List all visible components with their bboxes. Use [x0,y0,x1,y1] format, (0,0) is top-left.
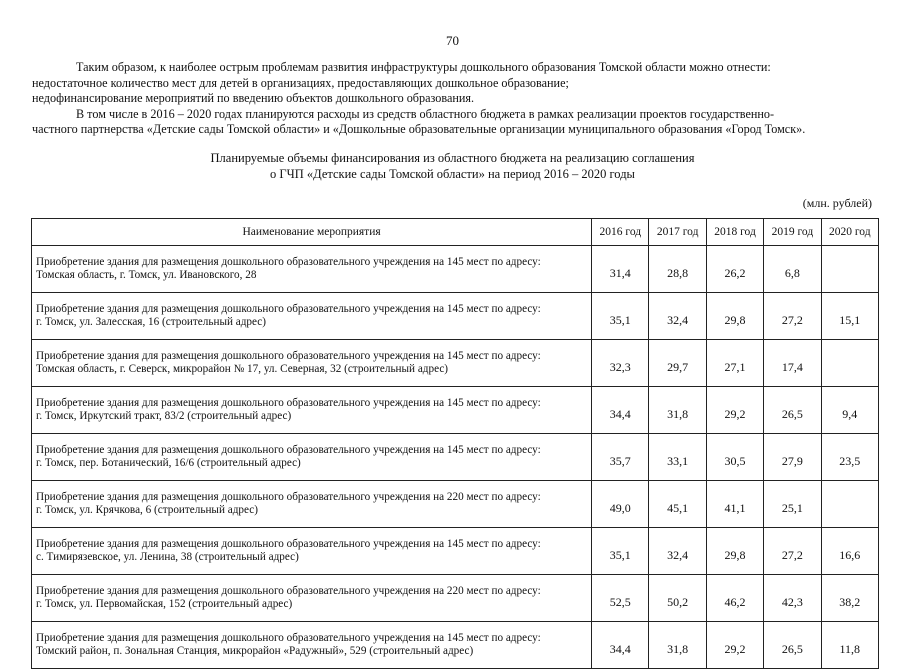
amount-cell: 35,1 [592,528,649,575]
amount-cell [821,246,878,293]
amount-cell [821,481,878,528]
amount-cell: 32,3 [592,340,649,387]
amount-cell: 31,8 [649,387,706,434]
amount-cell: 32,4 [649,293,706,340]
amount-cell: 34,4 [592,387,649,434]
table-header-row [32,219,879,246]
event-name-line: г. Томск, ул. Залесская, 16 (строительный адрес) [36,316,266,328]
amount-cell: 45,1 [649,481,706,528]
amount-cell: 31,4 [592,246,649,293]
amount-cell: 27,2 [764,528,821,575]
amount-cell: 52,5 [592,575,649,622]
column-header: Наименование мероприятия [32,219,592,246]
amount-cell: 33,1 [649,434,706,481]
event-name-line: г. Томск, ул. Крячкова, 6 (строительный адрес) [36,504,258,516]
intro-line: В том числе в 2016 – 2020 годах планируются расходы из средств областного бюджета в рамках реализации проектов государственно- [76,106,775,121]
intro-text [32,60,874,138]
event-name-cell [32,246,592,293]
amount-cell: 29,2 [706,387,763,434]
table-row [32,293,879,340]
event-name-line: Приобретение здания для размещения дошкольного образовательного учреждения на 220 мест по адресу: [36,490,541,503]
amount-cell: 29,8 [706,528,763,575]
event-name-line: Приобретение здания для размещения дошкольного образовательного учреждения на 145 мест по адресу: [36,255,541,268]
event-name-cell [32,434,592,481]
amount-cell: 27,2 [764,293,821,340]
amount-cell: 50,2 [649,575,706,622]
column-header: 2018 год [706,219,763,246]
amount-cell: 34,4 [592,622,649,669]
units-label: (млн. рублей) [802,196,872,210]
event-name-line: Приобретение здания для размещения дошкольного образовательного учреждения на 145 мест по адресу: [36,537,541,550]
amount-cell: 29,2 [706,622,763,669]
amount-cell: 26,2 [706,246,763,293]
table-row [32,622,879,669]
event-name-line: Приобретение здания для размещения дошкольного образовательного учреждения на 145 мест по адресу: [36,631,541,644]
event-name-line: г. Томск, Иркутский тракт, 83/2 (строительный адрес) [36,410,292,422]
amount-cell: 29,7 [649,340,706,387]
amount-cell: 26,5 [764,387,821,434]
column-header: 2017 год [649,219,706,246]
column-header: 2020 год [821,219,878,246]
amount-cell: 31,8 [649,622,706,669]
table-row [32,575,879,622]
table-row [32,387,879,434]
event-name-cell [32,528,592,575]
intro-line: частного партнерства «Детские сады Томской области» и «Дошкольные образовательные организации муниципального образования «Город Томск». [32,122,806,137]
amount-cell: 41,1 [706,481,763,528]
amount-cell: 11,8 [821,622,878,669]
amount-cell: 30,5 [706,434,763,481]
event-name-line: Приобретение здания для размещения дошкольного образовательного учреждения на 145 мест по адресу: [36,396,541,409]
event-name-line: Приобретение здания для размещения дошкольного образовательного учреждения на 145 мест по адресу: [36,302,541,315]
event-name-line: Приобретение здания для размещения дошкольного образовательного учреждения на 220 мест по адресу: [36,584,541,597]
event-name-line: Томский район, п. Зональная Станция, микрорайон «Радужный», 529 (строительный адрес) [36,645,474,657]
caption-line: о ГЧП «Детские сады Томской области» на период 2016 – 2020 годы [270,166,635,181]
amount-cell: 25,1 [764,481,821,528]
amount-cell: 26,5 [764,622,821,669]
column-header: 2016 год [592,219,649,246]
amount-cell: 15,1 [821,293,878,340]
event-name-line: г. Томск, пер. Ботанический, 16/6 (строительный адрес) [36,457,301,469]
table-row [32,246,879,293]
amount-cell: 35,7 [592,434,649,481]
amount-cell: 46,2 [706,575,763,622]
amount-cell: 23,5 [821,434,878,481]
amount-cell: 32,4 [649,528,706,575]
event-name-cell [32,481,592,528]
event-name-line: Приобретение здания для размещения дошкольного образовательного учреждения на 145 мест по адресу: [36,349,541,362]
financing-table [31,218,879,669]
amount-cell: 6,8 [764,246,821,293]
event-name-line: Томская область, г. Томск, ул. Ивановского, 28 [36,269,257,281]
amount-cell: 16,6 [821,528,878,575]
amount-cell: 42,3 [764,575,821,622]
table-row [32,434,879,481]
amount-cell: 35,1 [592,293,649,340]
event-name-line: с. Тимирязевское, ул. Ленина, 38 (строительный адрес) [36,551,299,563]
event-name-line: Приобретение здания для размещения дошкольного образовательного учреждения на 145 мест по адресу: [36,443,541,456]
amount-cell: 29,8 [706,293,763,340]
table-caption [0,151,905,182]
page-number: 70 [446,33,459,48]
intro-line: Таким образом, к наиболее острым проблемам развития инфраструктуры дошкольного образования Томской области можно отнести: [76,60,771,74]
amount-cell: 27,1 [706,340,763,387]
table-row [32,340,879,387]
intro-line: недофинансирование мероприятий по введению объектов дошкольного образования. [32,91,475,106]
amount-cell [821,340,878,387]
amount-cell: 27,9 [764,434,821,481]
event-name-line: Томская область, г. Северск, микрорайон № 17, ул. Северная, 32 (строительный адрес) [36,363,449,375]
event-name-cell [32,622,592,669]
event-name-cell [32,293,592,340]
amount-cell: 49,0 [592,481,649,528]
event-name-cell [32,387,592,434]
event-name-cell [32,340,592,387]
table-row [32,528,879,575]
caption-line: Планируемые объемы финансирования из областного бюджета на реализацию соглашения [210,151,695,165]
event-name-line: г. Томск, ул. Первомайская, 152 (строительный адрес) [36,598,293,610]
amount-cell: 9,4 [821,387,878,434]
column-header: 2019 год [764,219,821,246]
table-row [32,481,879,528]
amount-cell: 28,8 [649,246,706,293]
amount-cell: 17,4 [764,340,821,387]
intro-line: недостаточное количество мест для детей в организациях, предоставляющих дошкольное образование; [32,75,569,90]
amount-cell: 38,2 [821,575,878,622]
event-name-cell [32,575,592,622]
